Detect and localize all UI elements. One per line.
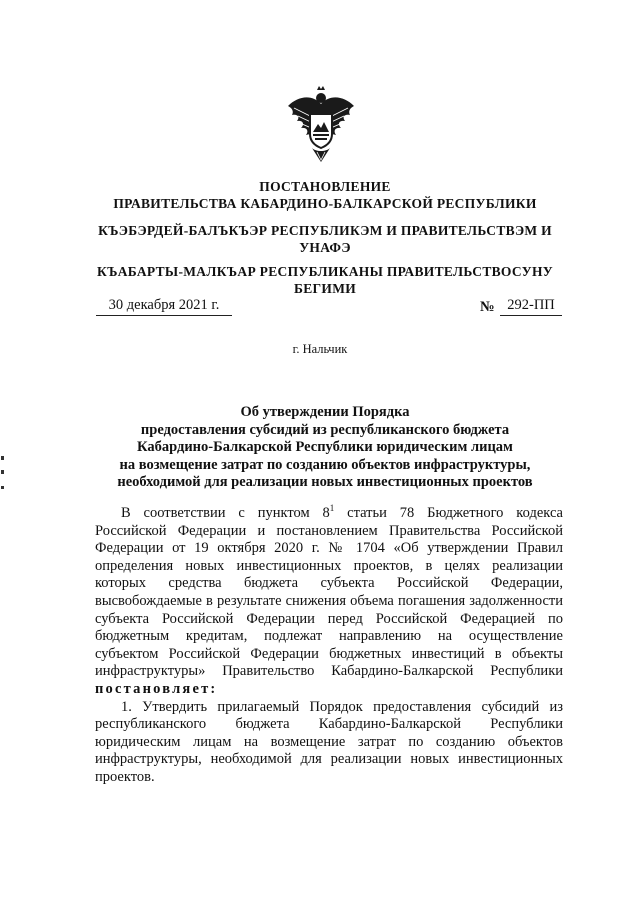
number-sign: №	[480, 299, 495, 315]
document-title	[70, 404, 580, 492]
title-line: предоставления субсидий из республиканского бюджета	[140, 421, 510, 438]
coat-of-arms-emblem	[284, 84, 358, 164]
government-name-karachay-balkar: КЪАБАРТЫ-МАЛКЪАР РЕСПУБЛИКАНЫ ПРАВИТЕЛЬСТВОСУНУ БЕГИМИ	[97, 264, 553, 296]
scan-edge-mark	[1, 486, 4, 489]
scan-edge-mark	[1, 456, 4, 460]
title-line: Кабардино-Балкарской Республики юридическим лицам	[137, 439, 513, 455]
document-number: 292-ПП	[500, 297, 562, 316]
government-name-russian: ПРАВИТЕЛЬСТВА КАБАРДИНО-БАЛКАРСКОЙ РЕСПУБЛИКИ	[113, 196, 537, 211]
title-line: Об утверждении Порядка	[240, 404, 410, 420]
issue-city: г. Нальчик	[292, 342, 348, 356]
title-line: на возмещение затрат по созданию объектов инфраструктуры,	[119, 456, 531, 473]
title-line: необходимой для реализации новых инвестиционных проектов	[117, 474, 533, 490]
clause-1-paragraph: 1. Утвердить прилагаемый Порядок предоставления субсидий из республиканского бюджета Кабардино-Балкарской Республики юридическим лицам на возмещение затрат по созданию объектов инфраструктуры, необходимой для реализации новых инвестиционных проектов.	[95, 698, 563, 785]
preamble-paragraph	[95, 505, 563, 699]
document-type-heading: ПОСТАНОВЛЕНИЕ	[259, 179, 391, 194]
document-date: 30 декабря 2021 г.	[96, 297, 232, 316]
document-body	[95, 505, 563, 787]
superscript-index: 1	[329, 503, 335, 513]
scan-edge-mark	[1, 470, 4, 474]
preamble-start: В соответствии с пунктом 8	[121, 505, 330, 521]
preamble-text: статьи 78 Бюджетного кодекса Российской Федерации и постановлением Правительства Российской Федерации от 19 октября 2020 г. № 1704 «Об утверждении Правил определения новых инвестиционных проектов, в целях реализации которых средства бюджета субъекта Российской Федерации, высвобождаемые в результате снижения объема погашения задолженности субъекта Российской Федерации перед Российской Федерацией по бюджетным кредитам, подлежат направлению на осуществление субъектом Российской Федерации бюджетных инвестиций в объекты инфраструктуры» Правительство Кабардино-Балкарской Республики	[95, 505, 563, 680]
decree-word: постановляет:	[95, 680, 218, 697]
government-name-kabardian: КЪЭБЭРДЕЙ-БАЛЪКЪЭР РЕСПУБЛИКЭМ И ПРАВИТЕЛЬСТВЭМ И УНАФЭ	[98, 223, 552, 255]
